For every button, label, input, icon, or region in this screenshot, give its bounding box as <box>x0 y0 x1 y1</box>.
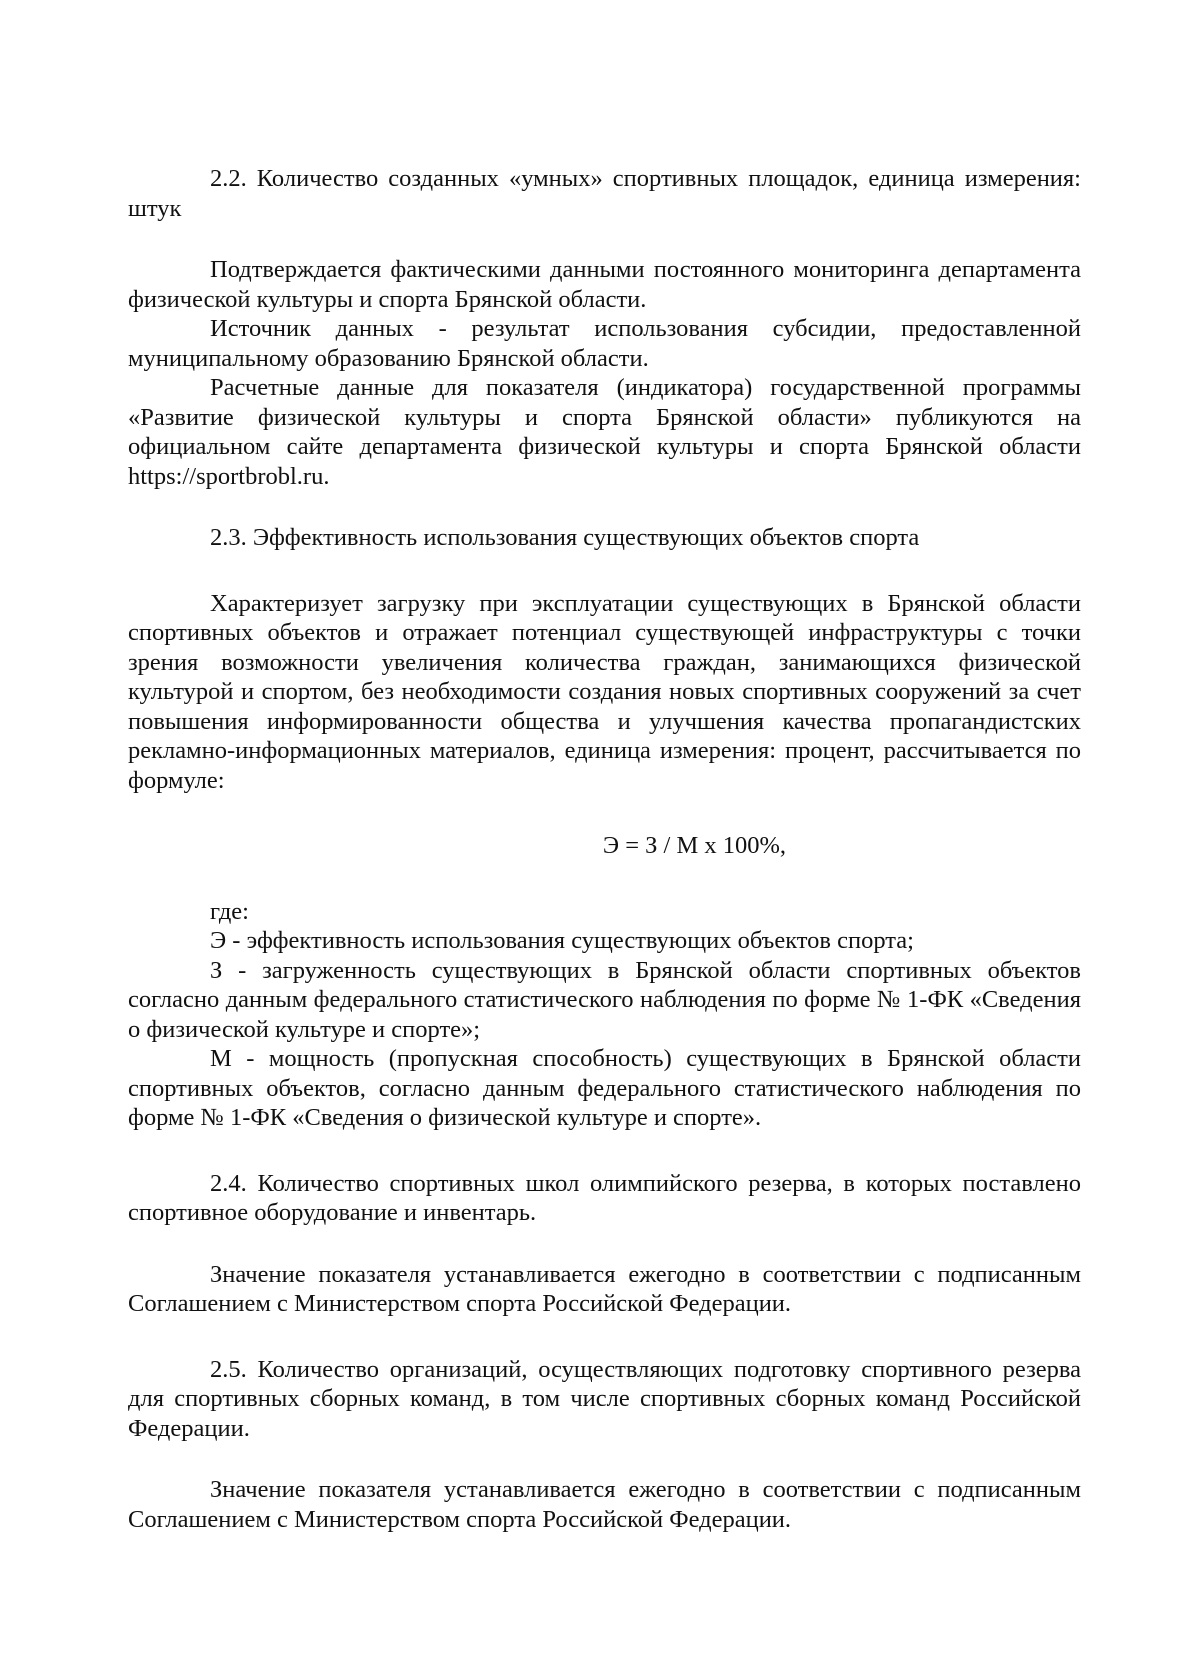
section-2-4-heading: 2.4. Количество спортивных школ олимпийского резерва, в которых поставлено спортивное оборудование и инвентарь. <box>128 1169 1081 1226</box>
section-2-2-data-source: Источник данных - результат использования субсидии, предоставленной муниципальному образованию Брянской области. <box>128 315 1081 372</box>
efficiency-formula: Э = З / М х 100%, <box>602 832 787 859</box>
definition-e: Э - эффективность использования существующих объектов спорта; <box>210 927 914 954</box>
section-2-5-heading: 2.5. Количество организаций, осуществляющих подготовку спортивного резерва для спортивных сборных команд, в том числе спортивных сборных команд Российской Федерации. <box>128 1355 1081 1442</box>
section-2-2-publication: Расчетные данные для показателя (индикатора) государственной программы «Развитие физической культуры и спорта Брянской области» публикуются на официальном сайте департамента физической культуры и спорта Брянской области https://sportbrobl.ru. <box>128 374 1081 490</box>
section-2-3-heading: 2.3. Эффективность использования существующих объектов спорта <box>210 524 920 551</box>
definition-m: М - мощность (пропускная способность) существующих в Брянской области спортивных объектов, согласно данным федерального статистического наблюдения по форме № 1-ФК «Сведения о физической культуре и спорте». <box>128 1045 1081 1131</box>
definition-z: З - загруженность существующих в Брянской области спортивных объектов согласно данным федерального статистического наблюдения по форме № 1-ФК «Сведения о физической культуре и спорте»; <box>128 956 1081 1043</box>
section-2-2-confirmation: Подтверждается фактическими данными постоянного мониторинга департамента физической культуры и спорта Брянской области. <box>128 256 1081 313</box>
section-2-2-heading: 2.2. Количество созданных «умных» спортивных площадок, единица измерения: штук <box>128 165 1081 222</box>
formula-where-label: где: <box>210 897 249 925</box>
document-body <box>128 164 1081 1534</box>
section-2-5-value: Значение показателя устанавливается ежегодно в соответствии с подписанным Соглашением с Министерством спорта Российской Федерации. <box>128 1476 1081 1533</box>
section-2-3-description: Характеризует загрузку при эксплуатации существующих в Брянской области спортивных объектов и отражает потенциал существующей инфраструктуры с точки зрения возможности увеличения количества граждан, занимающихся физической культурой и спортом, без необходимости создания новых спортивных сооружений за счет повышения информированности общества и улучшения качества пропагандистских рекламно-информационных материалов, единица измерения: процент, рассчитывается по формуле: <box>128 589 1081 794</box>
section-2-4-value: Значение показателя устанавливается ежегодно в соответствии с подписанным Соглашением с Министерством спорта Российской Федерации. <box>128 1260 1081 1317</box>
